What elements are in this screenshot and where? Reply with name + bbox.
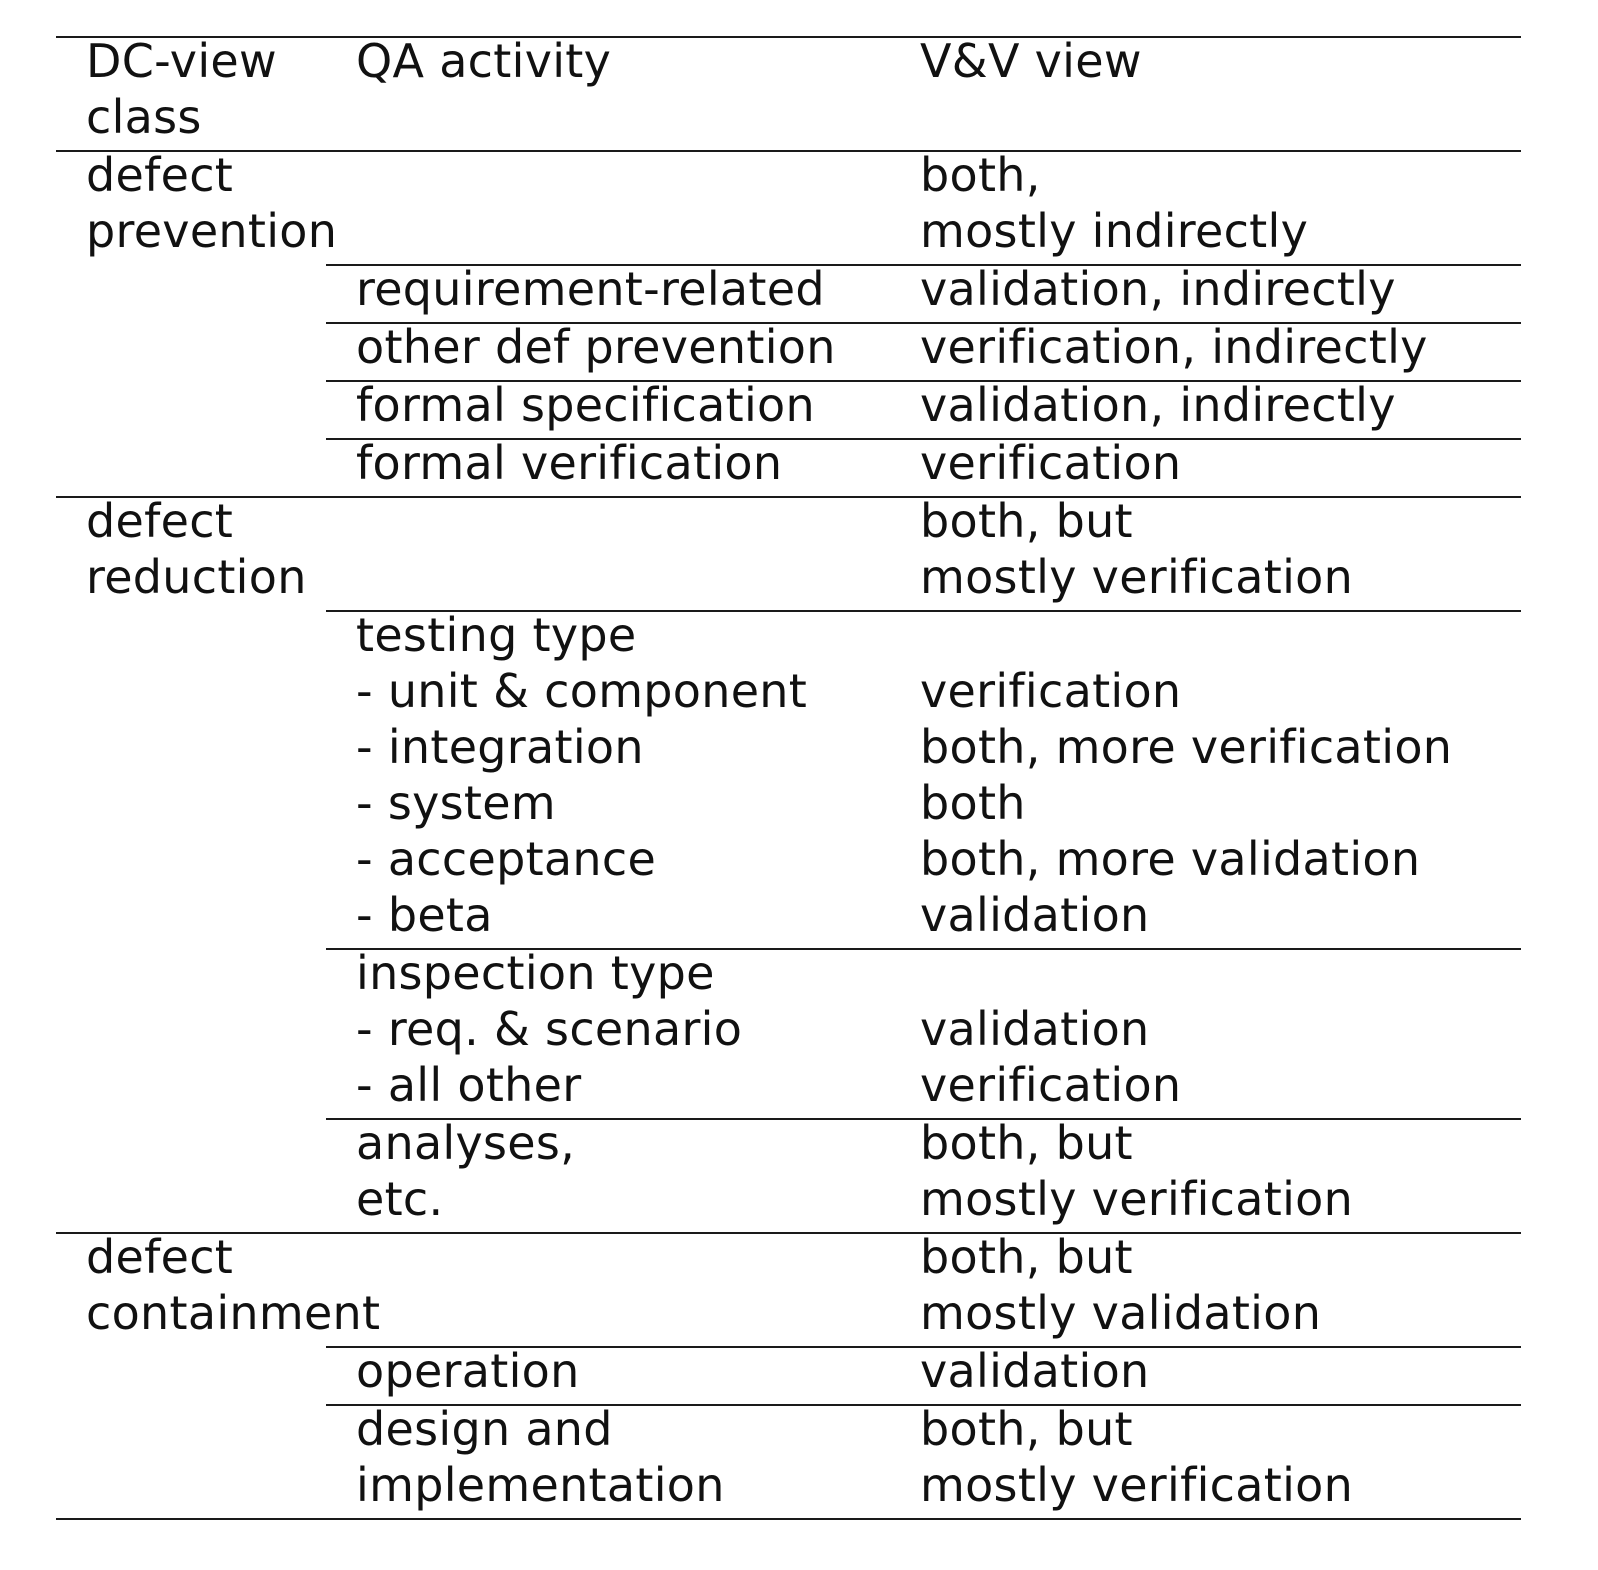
qa-activity: testing type xyxy=(356,608,637,662)
vv-view: both, but xyxy=(920,1116,1133,1170)
qa-activity: etc. xyxy=(356,1172,444,1226)
header-vv-label: V&V view xyxy=(920,34,1142,88)
vv-view: validation, indirectly xyxy=(920,262,1396,316)
vv-view: both, more validation xyxy=(920,832,1421,886)
qa-activity: implementation xyxy=(356,1458,725,1512)
qa-activity: formal specification xyxy=(356,378,815,432)
bottom-rule xyxy=(56,1518,1521,1520)
qa-activity: requirement-related xyxy=(356,262,825,316)
vv-view: validation xyxy=(920,1002,1150,1056)
header-class-label: DC-view xyxy=(86,34,277,88)
vv-view: verification, indirectly xyxy=(920,320,1428,374)
qa-activity: operation xyxy=(356,1344,580,1398)
group-rule xyxy=(56,150,1521,152)
qa-activity: - all other xyxy=(356,1058,582,1112)
header-class-label: class xyxy=(86,90,202,144)
class-name: reduction xyxy=(86,550,307,604)
header-qa-label: QA activity xyxy=(356,34,612,88)
vv-view: mostly verification xyxy=(920,1458,1354,1512)
class-name: prevention xyxy=(86,204,338,258)
group-rule xyxy=(56,1232,1521,1234)
qa-activity: - system xyxy=(356,776,556,830)
vv-view: validation xyxy=(920,888,1150,942)
class-vv-summary: both, but xyxy=(920,1230,1133,1284)
vv-view: both, but xyxy=(920,1402,1133,1456)
vv-view: both, more verification xyxy=(920,720,1453,774)
qa-activity: design and xyxy=(356,1402,613,1456)
class-name: defect xyxy=(86,148,234,202)
class-name: defect xyxy=(86,1230,234,1284)
qa-activity: - acceptance xyxy=(356,832,657,886)
vv-view: both xyxy=(920,776,1026,830)
class-vv-summary: mostly verification xyxy=(920,550,1354,604)
qa-activity: - beta xyxy=(356,888,493,942)
qa-activity: inspection type xyxy=(356,946,715,1000)
class-name: containment xyxy=(86,1286,381,1340)
vv-view: verification xyxy=(920,436,1182,490)
vv-view: mostly verification xyxy=(920,1172,1354,1226)
vv-view: verification xyxy=(920,1058,1182,1112)
class-vv-summary: both, but xyxy=(920,494,1133,548)
qa-activity: analyses, xyxy=(356,1116,576,1170)
class-vv-summary: both, xyxy=(920,148,1041,202)
qa-activity: - integration xyxy=(356,720,644,774)
qa-activity: formal verification xyxy=(356,436,783,490)
class-vv-summary: mostly validation xyxy=(920,1286,1322,1340)
class-name: defect xyxy=(86,494,234,548)
vv-view: verification xyxy=(920,664,1182,718)
qa-activity: - unit & component xyxy=(356,664,808,718)
qa-activity: - req. & scenario xyxy=(356,1002,743,1056)
class-vv-summary: mostly indirectly xyxy=(920,204,1309,258)
group-rule xyxy=(56,496,1521,498)
vv-view: validation, indirectly xyxy=(920,378,1396,432)
qa-activity: other def prevention xyxy=(356,320,836,374)
vv-view: validation xyxy=(920,1344,1150,1398)
